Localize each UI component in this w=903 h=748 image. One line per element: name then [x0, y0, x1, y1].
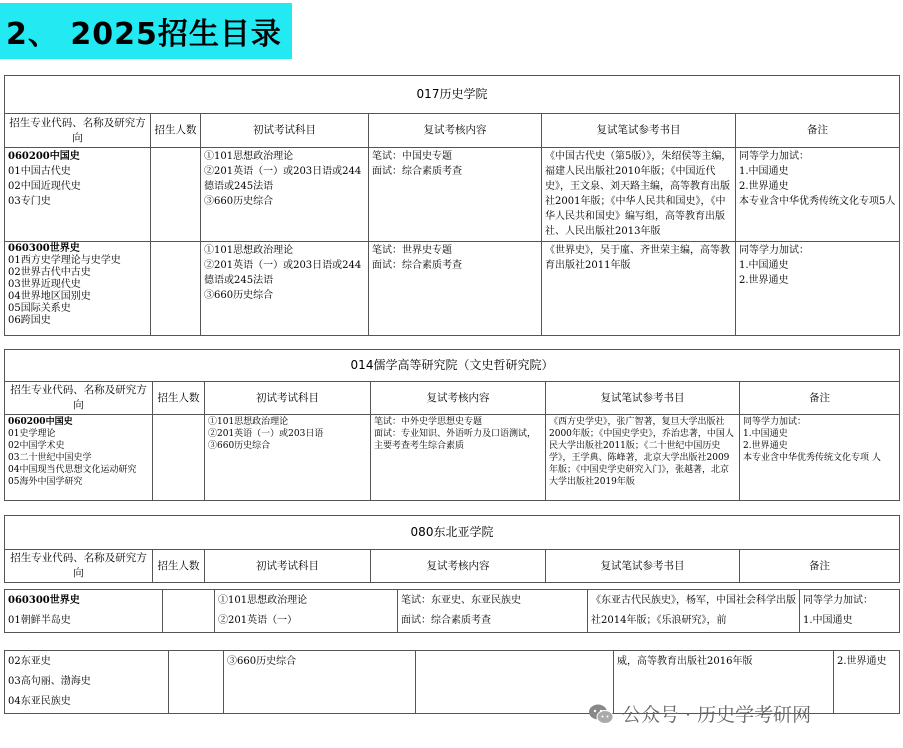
- direction: 03高句丽、渤海史: [8, 676, 91, 687]
- page-title-highlight: [0, 3, 292, 59]
- books-cell: 威，高等教育出版社2016年版: [614, 651, 834, 714]
- remarks-cell: [800, 590, 900, 633]
- header-retest: 复试考核内容: [369, 114, 542, 148]
- direction: 05海外中国学研究: [8, 477, 83, 487]
- enrollment-cell: [169, 651, 224, 714]
- direction: 04中国现当代思想文化运动研究: [8, 465, 137, 475]
- prelim-cell: [201, 242, 369, 336]
- retest-cell: [398, 590, 588, 633]
- direction: 01朝鲜半岛史: [8, 615, 71, 626]
- retest-cell: [371, 415, 546, 501]
- prelim-cell: [201, 148, 369, 242]
- retest-item: 笔试：世界史专题: [372, 245, 452, 256]
- retest-item: 面试：综合素质考查: [372, 166, 462, 177]
- major-cell: [5, 415, 153, 501]
- prelim-subject: ①101思想政治理论: [208, 417, 289, 427]
- prelim-subject: ②201英语（一）或203日语: [208, 429, 324, 439]
- enrollment-cell: [153, 415, 205, 501]
- prelim-subject: ①101思想政治理论: [204, 151, 294, 162]
- enrollment-cell: [151, 148, 201, 242]
- remark-line: 1.中国通史: [739, 260, 789, 271]
- enrollment-cell: [163, 590, 215, 633]
- header-code-name: 招生专业代码、名称及研究方向: [5, 550, 153, 583]
- prelim-subject: ②201英语（一）: [218, 615, 298, 626]
- prelim-subject: ②201英语（一）或203日语或244德语或245法语: [204, 166, 362, 192]
- major-name: 060200中国史: [8, 417, 73, 427]
- remark-line: 同等学力加试：: [739, 151, 809, 162]
- remark-line: 本专业含中华优秀传统文化专项5人: [739, 196, 896, 207]
- header-remarks: 备注: [736, 114, 900, 148]
- dept-title: 017历史学院: [5, 76, 900, 114]
- remarks-cell: [736, 242, 900, 336]
- remark-line: 2.世界通史: [739, 181, 789, 192]
- dept-table-confucian-body: [4, 414, 900, 501]
- direction: 01史学理论: [8, 429, 56, 439]
- remark-line: 同等学力加试：: [803, 595, 873, 606]
- retest-item: 面试：综合素质考查: [401, 615, 491, 626]
- books-cell: 《中国古代史（第5版）》，朱绍侯等主编，福建人民出版社2010年版；《中国近代史》，王文泉、刘天路主编，高等教育出版社2001年版；《中华人民共和国史》，《中华人民共和国史》编写组，高等教育出版社、人民出版社2013年版: [542, 148, 736, 242]
- retest-item: 笔试：中国史专题: [372, 151, 452, 162]
- header-books: 复试笔试参考书目: [542, 114, 736, 148]
- major-name: 060300世界史: [8, 243, 80, 254]
- retest-cell: [369, 242, 542, 336]
- retest-item: 面试：综合素质考查: [372, 260, 462, 271]
- major-name: 060200中国史: [8, 151, 80, 162]
- major-cell: [5, 651, 169, 714]
- prelim-subject: ③660历史综合: [208, 441, 271, 451]
- remark-line: 1.中国通史: [803, 615, 853, 626]
- direction: 01中国古代史: [8, 166, 71, 177]
- prelim-subject: ③660历史综合: [227, 656, 297, 667]
- header-remarks: 备注: [740, 550, 900, 583]
- remark-line: 2.世界通史: [739, 275, 789, 286]
- prelim-cell: [215, 590, 398, 633]
- header-retest: 复试考核内容: [371, 382, 546, 415]
- prelim-subject: ①101思想政治理论: [218, 595, 308, 606]
- direction: 06跨国史: [8, 315, 51, 326]
- header-enrollment: 招生人数: [153, 550, 205, 583]
- header-books: 复试笔试参考书目: [546, 382, 740, 415]
- direction: 05国际关系史: [8, 303, 71, 314]
- prelim-subject: ③660历史综合: [204, 196, 274, 207]
- direction: 02中国近现代史: [8, 181, 81, 192]
- header-enrollment: 招生人数: [153, 382, 205, 415]
- direction: 02东亚史: [8, 656, 51, 667]
- remarks-cell: [834, 651, 900, 714]
- retest-item: 笔试：东亚史、东亚民族史: [401, 595, 521, 606]
- header-prelim: 初试考试科目: [205, 550, 371, 583]
- major-cell: [5, 590, 163, 633]
- direction: 03世界近现代史: [8, 279, 81, 290]
- direction: 02世界古代中古史: [8, 267, 91, 278]
- remark-line: 本专业含中华优秀传统文化专项 人: [743, 453, 881, 463]
- major-cell: [5, 148, 151, 242]
- table-row: [5, 242, 900, 336]
- remark-line: 2.世界通史: [743, 441, 788, 451]
- remarks-cell: [736, 148, 900, 242]
- watermark-text: 公众号 · 历史学考研网: [622, 704, 812, 726]
- retest-cell: [369, 148, 542, 242]
- prelim-subject: ③660历史综合: [204, 290, 274, 301]
- table-row: [5, 148, 900, 242]
- table-row: [5, 415, 900, 501]
- header-remarks: 备注: [740, 382, 900, 415]
- retest-cell: [416, 651, 614, 714]
- dept-title: 080东北亚学院: [5, 516, 900, 550]
- enrollment-cell: [151, 242, 201, 336]
- header-prelim: 初试考试科目: [205, 382, 371, 415]
- direction: 03二十世纪中国史学: [8, 453, 92, 463]
- direction: 03专门史: [8, 196, 51, 207]
- header-books: 复试笔试参考书目: [546, 550, 740, 583]
- prelim-subject: ①101思想政治理论: [204, 245, 294, 256]
- remarks-cell: [740, 415, 900, 501]
- dept-table-northeast-asia-row1: [4, 589, 900, 633]
- direction: 02中国学术史: [8, 441, 65, 451]
- prelim-cell: [205, 415, 371, 501]
- header-retest: 复试考核内容: [371, 550, 546, 583]
- major-name: 060300世界史: [8, 595, 80, 606]
- header-code-name: 招生专业代码、名称及研究方向: [5, 382, 153, 415]
- direction: 04东亚民族史: [8, 696, 71, 707]
- watermark: [588, 700, 811, 727]
- remark-line: 2.世界通史: [837, 656, 887, 667]
- table-row: [5, 590, 900, 633]
- remark-line: 1.中国通史: [739, 166, 789, 177]
- dept-table-confucian: [4, 349, 900, 415]
- remark-line: 同等学力加试：: [739, 245, 809, 256]
- remark-line: 同等学力加试：: [743, 417, 807, 427]
- major-cell: [5, 242, 151, 336]
- retest-item: 笔试：中外史学思想史专题: [374, 417, 483, 427]
- books-cell: 《东亚古代民族史》，杨军，中国社会科学出版社2014年版；《乐浪研究》，前: [588, 590, 800, 633]
- direction: 01西方史学理论与史学史: [8, 255, 121, 266]
- prelim-subject: ②201英语（一）或203日语或244德语或245法语: [204, 260, 362, 286]
- dept-table-history: [4, 75, 900, 336]
- direction: 04世界地区国别史: [8, 291, 91, 302]
- header-prelim: 初试考试科目: [201, 114, 369, 148]
- wechat-icon: [588, 703, 614, 725]
- books-cell: 《世界史》，吴于廑、齐世荣主编，高等教育出版社2011年版: [542, 242, 736, 336]
- dept-table-northeast-asia: [4, 515, 900, 583]
- header-code-name: 招生专业代码、名称及研究方向: [5, 114, 151, 148]
- prelim-cell: [224, 651, 416, 714]
- dept-title: 014儒学高等研究院（文史哲研究院）: [5, 350, 900, 382]
- header-enrollment: 招生人数: [151, 114, 201, 148]
- retest-item: 面试：专业知识、外语听力及口语测试，主要考查考生综合素质: [374, 429, 537, 451]
- remark-line: 1.中国通史: [743, 429, 788, 439]
- books-cell: 《西方史学史》，张广智著，复旦大学出版社2000年版；《中国史学史》，乔治忠著，中国人民大学出版社2011版；《二十世纪中国历史学》，王学典、陈峰著，北京大学出版社2009年版；《中国史学史研究入门》，张越著，北京大学出版社2019年版: [546, 415, 740, 501]
- page-title: 2、 2025招生目录: [6, 17, 282, 52]
